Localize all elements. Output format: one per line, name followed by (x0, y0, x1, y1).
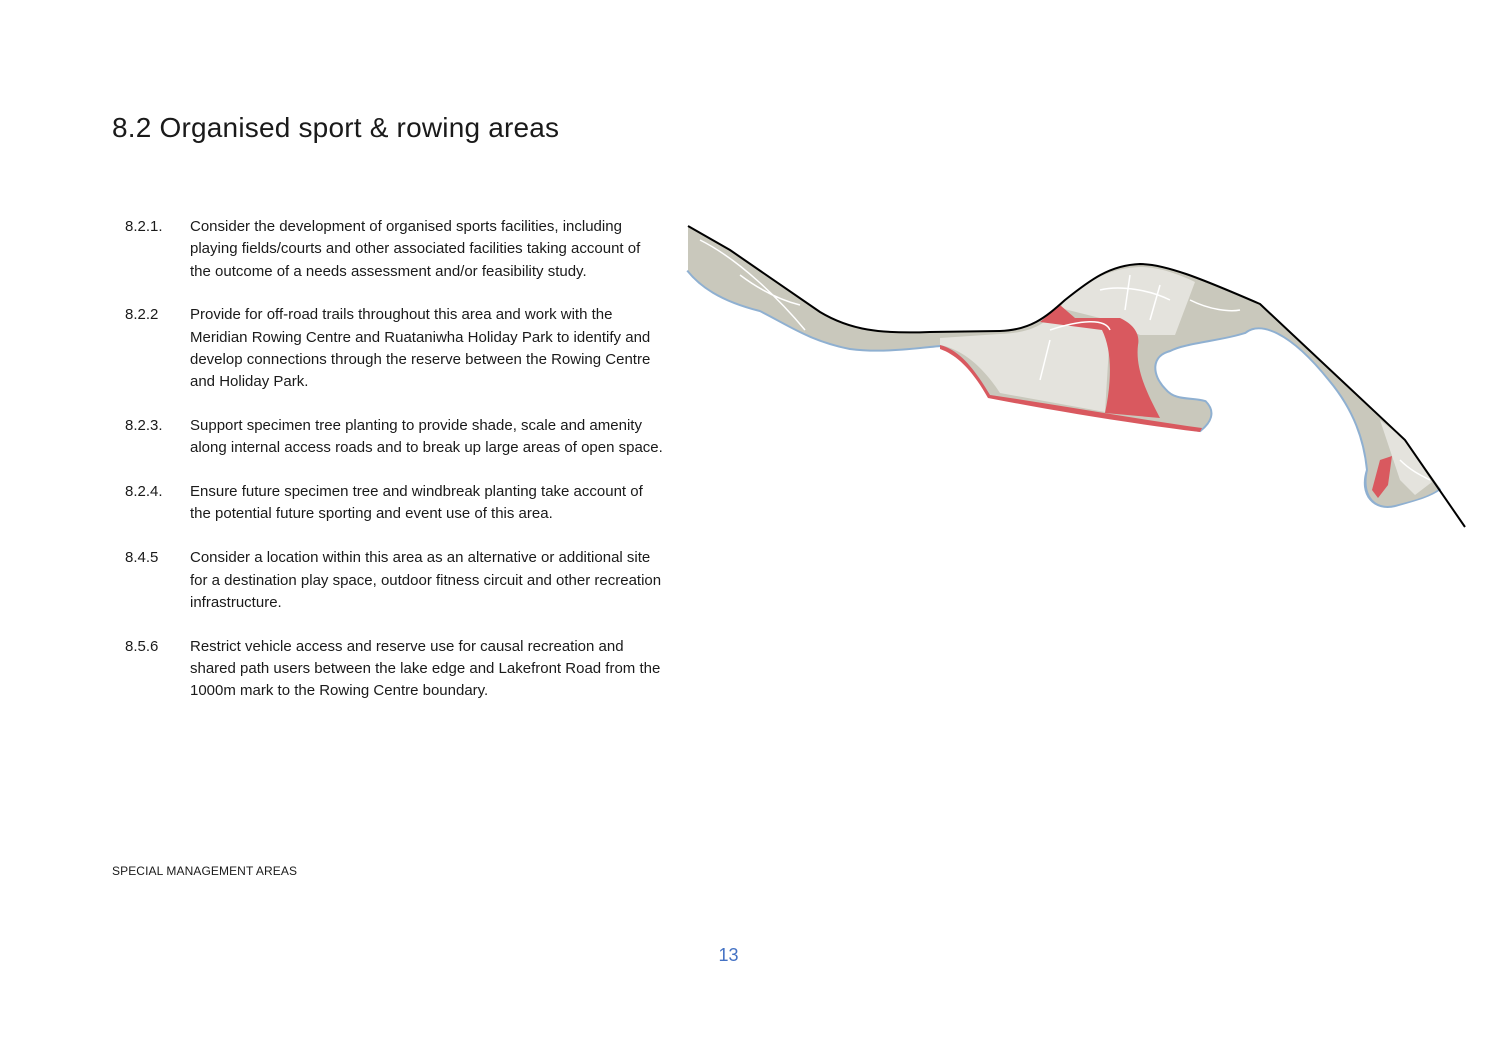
list-item (125, 216, 665, 283)
item-number: 8.2.1. (125, 218, 163, 235)
list-item (125, 304, 665, 393)
item-number: 8.2.3. (125, 417, 163, 435)
item-number: 8.2.4. (125, 483, 163, 501)
page-number: 13 (718, 945, 739, 965)
list-item (125, 415, 665, 460)
item-text: Consider a location within this area as an alternative or additional site for a destination play space, outdoor fitness circuit and other recreation infrastructure. (190, 549, 662, 611)
item-text: Support specimen tree planting to provide shade, scale and amenity along internal access roads and to break up large areas of open space. (190, 417, 663, 457)
item-text: Provide for off-road trails throughout this area and work with the Meridian Rowing Centre and Ruataniwha Holiday Park to identify and develop connections through the reserve between the Rowing Centre and Holiday Park. (190, 306, 651, 391)
item-number: 8.2.2 (125, 306, 159, 324)
item-number: 8.5.6 (125, 637, 159, 655)
section-footer-label: SPECIAL MANAGEMENT AREAS (112, 864, 298, 878)
page-title: 8.2 Organised sport & rowing areas (112, 112, 560, 143)
item-text: Restrict vehicle access and reserve use for causal recreation and shared path users between the lake edge and Lakefront Road from the 1000m mark to the Rowing Centre boundary. (190, 637, 661, 700)
item-list (125, 216, 665, 724)
item-number: 8.4.5 (125, 549, 159, 567)
list-item (125, 481, 665, 526)
list-item (125, 636, 665, 703)
item-text: Ensure future specimen tree and windbreak planting take account of the potential future sporting and event use of this area. (190, 483, 643, 523)
list-item (125, 547, 665, 614)
reserve-map (680, 215, 1480, 535)
item-text: Consider the development of organised sports facilities, including playing fields/courts and other associated facilities taking account of the outcome of a needs assessment and/or feasibility study. (190, 218, 641, 280)
